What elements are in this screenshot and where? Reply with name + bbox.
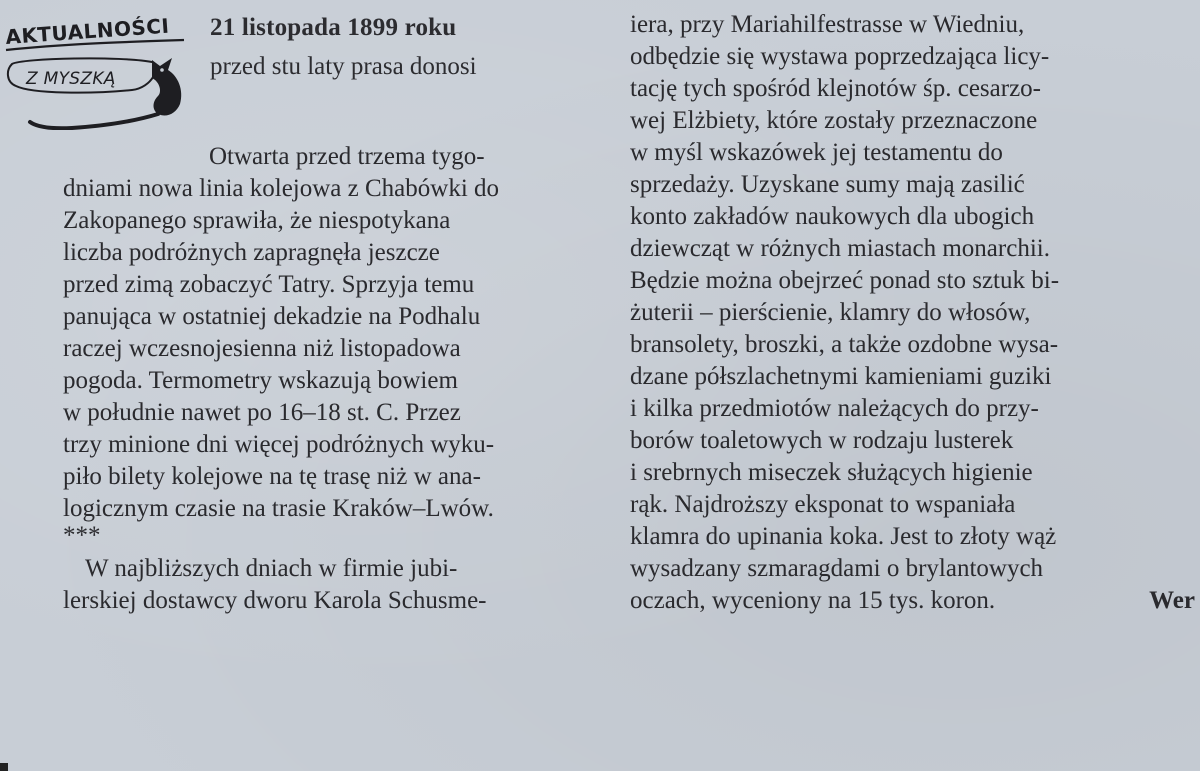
text-line: panująca w ostatniej dekadzie na Podhalu xyxy=(63,303,481,330)
text-line: przed zimą zobaczyć Tatry. Sprzyja temu xyxy=(63,271,475,298)
text-line: żuterii – pierścienie, klamry do włosów, xyxy=(630,299,1031,326)
column-logo xyxy=(2,10,192,130)
text-line: liczba podróżnych zapragnęła jeszcze xyxy=(63,239,440,266)
final-sentence: oczach, wyceniony na 15 tys. koron. xyxy=(630,587,996,614)
author-signature: Wer xyxy=(1149,587,1195,614)
mouse-logo-icon xyxy=(2,10,192,130)
text-line: logicznym czasie na trasie Kraków–Lwów. xyxy=(63,495,494,522)
article-date-heading: 21 listopada 1899 roku xyxy=(210,14,457,41)
text-line: w południe nawet po 16–18 st. C. Przez xyxy=(63,399,461,426)
article-subheading: przed stu laty prasa donosi xyxy=(210,53,477,80)
text-line: dzane półszlachetnymi kamieniami guziki xyxy=(630,363,1052,390)
text-line-final xyxy=(630,585,1195,617)
text-line: borów toaletowych w rodzaju lusterek xyxy=(630,427,1014,454)
text-line: dziewcząt w różnych miastach monarchii. xyxy=(630,235,1050,262)
right-text-column xyxy=(630,9,1195,617)
text-line: i srebrnych miseczek służących higienie xyxy=(630,459,1033,486)
scan-edge xyxy=(0,763,8,771)
text-line: Będzie można obejrzeć ponad sto sztuk bi- xyxy=(630,267,1060,294)
text-line: trzy minione dni więcej podróżnych wyku- xyxy=(63,431,495,458)
text-line: wysadzany szmaragdami o brylantowych xyxy=(630,555,1044,582)
text-line: tację tych spośród klejnotów śp. cesarzo- xyxy=(630,75,1041,102)
logo-word2: Z MYSZKĄ xyxy=(26,69,116,89)
text-line: konto zakładów naukowych dla ubogich xyxy=(630,203,1035,230)
text-line: iera, przy Mariahilfestrasse w Wiedniu, xyxy=(630,11,1025,38)
text-line: piło bilety kolejowe na tę trasę niż w ana- xyxy=(63,463,481,490)
text-line: bransolety, broszki, a także ozdobne wysa- xyxy=(630,331,1059,358)
text-line: i kilka przedmiotów należących do przy- xyxy=(630,395,1039,422)
text-line: klamra do upinania koka. Jest to złoty wąż xyxy=(630,523,1057,550)
text-line: raczej wczesnojesienna niż listopadowa xyxy=(63,335,461,362)
text-line: odbędzie się wystawa poprzedzająca licy- xyxy=(630,43,1050,70)
text-line: sprzedaży. Uzyskane sumy mają zasilić xyxy=(630,171,1025,198)
text-line: W najbliższych dniach w firmie jubi- xyxy=(85,555,458,582)
text-line: rąk. Najdroższy eksponat to wspaniała xyxy=(630,491,1016,518)
text-line: wej Elżbiety, które zostały przeznaczone xyxy=(630,107,1038,134)
text-line: Otwarta przed trzema tygo- xyxy=(209,143,485,170)
text-line: lerskiej dostawcy dworu Karola Schusme- xyxy=(63,587,487,614)
left-text-column xyxy=(63,141,603,617)
text-line: w myśl wskazówek jej testamentu do xyxy=(630,139,1003,166)
logo-word1: AKTUALNOŚCI xyxy=(4,13,171,49)
text-line: dniami nowa linia kolejowa z Chabówki do xyxy=(63,175,500,202)
text-line: pogoda. Termometry wskazują bowiem xyxy=(63,367,458,394)
section-separator: *** xyxy=(63,522,101,549)
text-line: Zakopanego sprawiła, że niespotykana xyxy=(63,207,451,234)
